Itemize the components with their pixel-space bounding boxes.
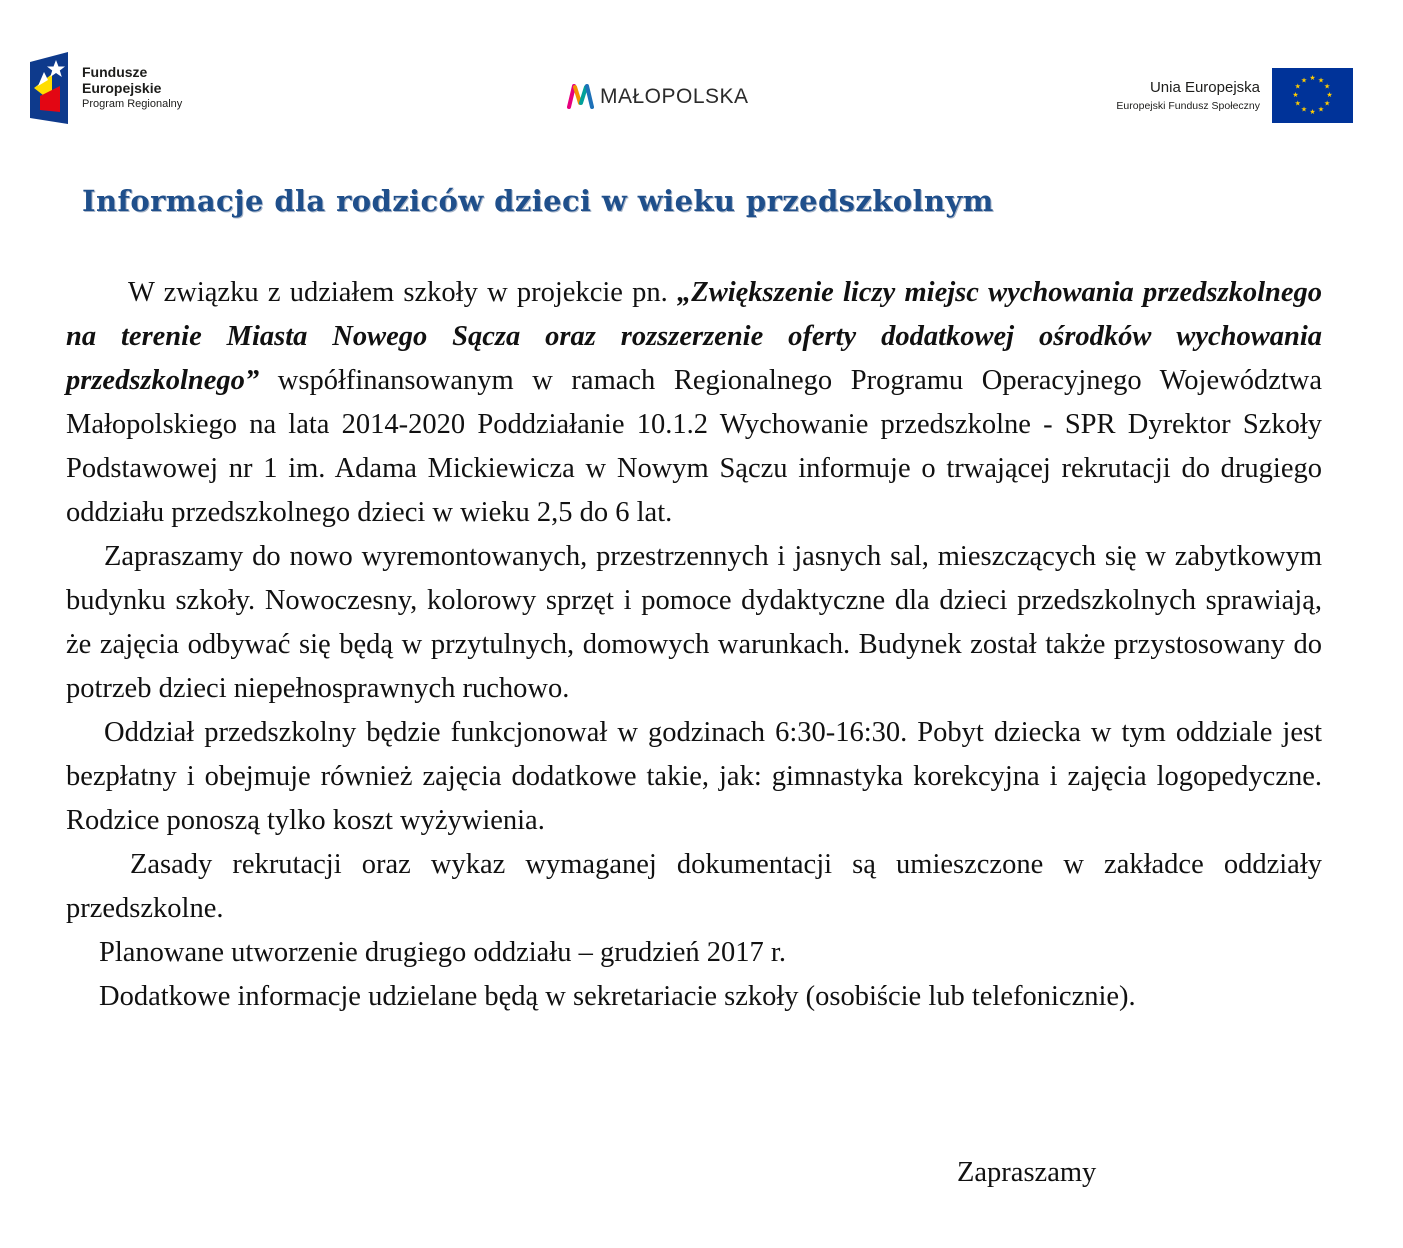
paragraph-contact-info: Dodatkowe informacje udzielane będą w sekretariacie szkoły (osobiście lub telefonicznie). [99, 981, 1136, 1012]
paragraph-invitation: Zapraszamy do nowo wyremontowanych, przestrzennych i jasnych sal, mieszczących się w zabytkowym budynku szkoły. Nowoczesny, kolorowy sprzęt i pomoce dydaktyczne dla dzieci przedszkolnych sprawiają, że zajęcia odbywać się będą w przytulnych, domowych warunkach. Budynek został także przystosowany do potrzeb dzieci niepełnosprawnych ruchowo. [66, 541, 1322, 704]
svg-text:★: ★ [1300, 76, 1308, 85]
svg-text:★: ★ [1326, 91, 1333, 99]
svg-text:★: ★ [1324, 82, 1331, 91]
paragraph-project-info [66, 271, 1322, 535]
closing-signature: Zapraszamy [957, 1157, 1097, 1188]
project-name: „Zwiększenie liczy miejsc wychowania przedszkolnego na terenie Miasta Nowego Sącza oraz rozszerzenie oferty dodatkowej ośrodków wychowania przedszkolnego” [66, 277, 1322, 396]
malopolska-m-icon [566, 83, 596, 109]
svg-text:★: ★ [1294, 99, 1301, 108]
svg-text:★: ★ [1317, 105, 1325, 114]
europejskie-line: Europejskie [82, 80, 162, 96]
fundusze-line: Fundusze [82, 64, 148, 80]
project-details-text: współfinansowanym w ramach Regionalnego Programu Operacyjnego Województwa Małopolskiego na lata 2014-2020 Poddziałanie 10.1.2 Wychowanie przedszkolne - SPR Dyrektor Szkoły Podstawowej nr 1 im. Adama Mickiewicza w Nowym Sączu informuje o trwającej rekrutacji do drugiego oddziału przedszkolnego dzieci w wieku 2,5 do 6 lat. [66, 365, 1322, 528]
svg-text:★: ★ [1309, 108, 1316, 116]
svg-text:★: ★ [1292, 91, 1299, 99]
eu-flag-icon [1272, 68, 1353, 123]
unia-europejska-text [1116, 79, 1260, 113]
efs-line: Europejski Fundusz Społeczny [1116, 100, 1260, 112]
announcement-body [66, 271, 1322, 1019]
malopolska-logo [566, 82, 776, 112]
unia-europejska-logo [1080, 68, 1360, 124]
fundusze-europejskie-logo [30, 52, 230, 126]
paragraph-hours: Oddział przedszkolny będzie funkcjonował w godzinach 6:30-16:30. Pobyt dziecka w tym oddziale jest bezpłatny i obejmuje również zajęcia dodatkowe takie, jak: gimnastyka korekcyjna i zajęcia logopedyczne. Rodzice ponoszą tylko koszt wyżywienia. [66, 717, 1322, 836]
malopolska-text: MAŁOPOLSKA [600, 85, 749, 108]
unia-europejska-line: Unia Europejska [1149, 79, 1260, 96]
svg-text:★: ★ [1309, 74, 1316, 82]
svg-text:★: ★ [1324, 99, 1331, 108]
program-regionalny-line: Program Regionalny [82, 98, 183, 110]
page-title: Informacje dla rodziców dzieci w wieku przedszkolnym [82, 184, 994, 218]
paragraph-planned-date: Planowane utworzenie drugiego oddziału – grudzień 2017 r. [99, 937, 786, 968]
paragraph-recruitment-rules: Zasady rekrutacji oraz wykaz wymaganej dokumentacji są umieszczone w zakładce oddziały przedszkolne. [66, 849, 1322, 924]
fundusze-europejskie-text [82, 64, 182, 111]
svg-text:★: ★ [1300, 105, 1308, 114]
fundusze-europejskie-emblem-icon [30, 52, 68, 124]
svg-text:★: ★ [1294, 82, 1301, 91]
svg-text:★: ★ [1317, 76, 1325, 85]
project-intro-text: W związku z udziałem szkoły w projekcie pn. [128, 277, 678, 308]
